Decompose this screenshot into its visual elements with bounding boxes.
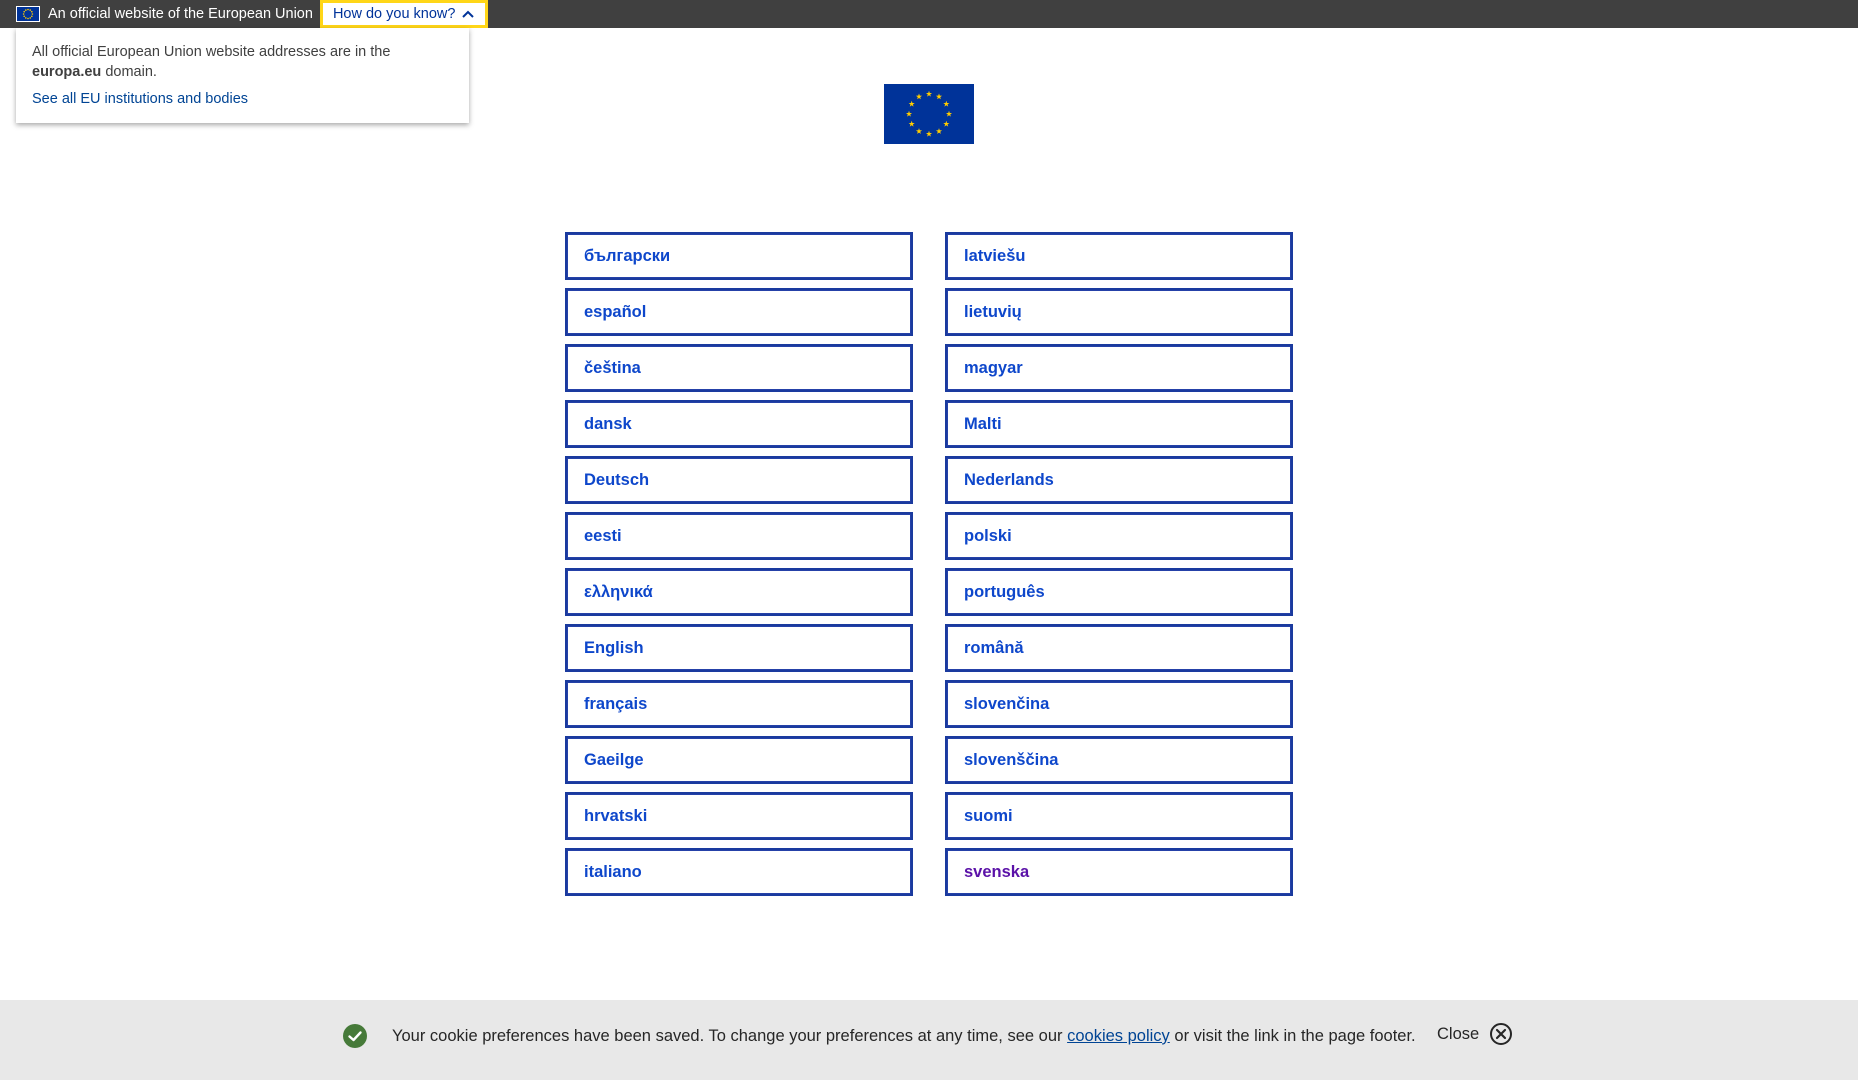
flag-star [916, 93, 922, 99]
close-circle-icon [1489, 1022, 1513, 1046]
eu-flag-icon [16, 6, 40, 22]
language-button-8[interactable]: français [565, 680, 913, 728]
language-button-3[interactable]: dansk [565, 400, 913, 448]
language-button-16[interactable]: Nederlands [945, 456, 1293, 504]
language-button-2[interactable]: čeština [565, 344, 913, 392]
language-button-0[interactable]: български [565, 232, 913, 280]
flag-star [936, 93, 942, 99]
language-button-9[interactable]: Gaeilge [565, 736, 913, 784]
official-domain-description: All official European Union website addresses are in the europa.eu domain. [32, 44, 391, 80]
language-button-15[interactable]: Malti [945, 400, 1293, 448]
flag-star [916, 128, 922, 134]
language-button-22[interactable]: suomi [945, 792, 1293, 840]
flag-star [909, 121, 915, 127]
language-button-13[interactable]: lietuvių [945, 288, 1293, 336]
language-button-4[interactable]: Deutsch [565, 456, 913, 504]
official-website-text: An official website of the European Union [48, 6, 313, 22]
language-button-6[interactable]: ελληνικά [565, 568, 913, 616]
language-button-21[interactable]: slovenščina [945, 736, 1293, 784]
how-do-you-know-button[interactable] [320, 0, 489, 28]
language-button-17[interactable]: polski [945, 512, 1293, 560]
eu-institutions-link[interactable]: See all EU institutions and bodies [32, 91, 249, 107]
close-label: Close [1437, 1024, 1480, 1043]
flag-star [943, 121, 949, 127]
language-button-10[interactable]: hrvatski [565, 792, 913, 840]
language-button-18[interactable]: português [945, 568, 1293, 616]
language-button-11[interactable]: italiano [565, 848, 913, 896]
flag-star [926, 131, 932, 137]
language-button-7[interactable]: English [565, 624, 913, 672]
language-button-1[interactable]: español [565, 288, 913, 336]
flag-star [909, 101, 915, 107]
cookies-policy-link[interactable]: cookies policy [1067, 1027, 1170, 1045]
how-do-you-know-label: How do you know? [332, 6, 456, 22]
chevron-up-icon [461, 7, 475, 21]
eu-flag-stars-icon [884, 84, 974, 144]
eu-flag-logo [884, 84, 974, 144]
flag-star [946, 111, 952, 117]
europa-domain: europa.eu [32, 64, 102, 80]
how-do-you-know-panel [16, 28, 469, 123]
language-button-14[interactable]: magyar [945, 344, 1293, 392]
language-button-19[interactable]: română [945, 624, 1293, 672]
cookie-close-button[interactable] [1437, 1022, 1513, 1046]
language-button-5[interactable]: eesti [565, 512, 913, 560]
language-button-23[interactable]: svenska [945, 848, 1293, 896]
flag-star [906, 111, 912, 117]
cookie-message: Your cookie preferences have been saved. To change your preferences at any time, see our cookies policy or visit the link in the page footer. [392, 1027, 1416, 1045]
check-circle-icon [343, 1024, 367, 1048]
flag-star [943, 101, 949, 107]
language-button-12[interactable]: latviešu [945, 232, 1293, 280]
official-eu-bar [0, 0, 1858, 28]
flag-star [926, 91, 932, 97]
cookie-confirmation-banner [0, 1000, 1858, 1080]
language-list [565, 232, 1293, 896]
flag-star [936, 128, 942, 134]
language-button-20[interactable]: slovenčina [945, 680, 1293, 728]
